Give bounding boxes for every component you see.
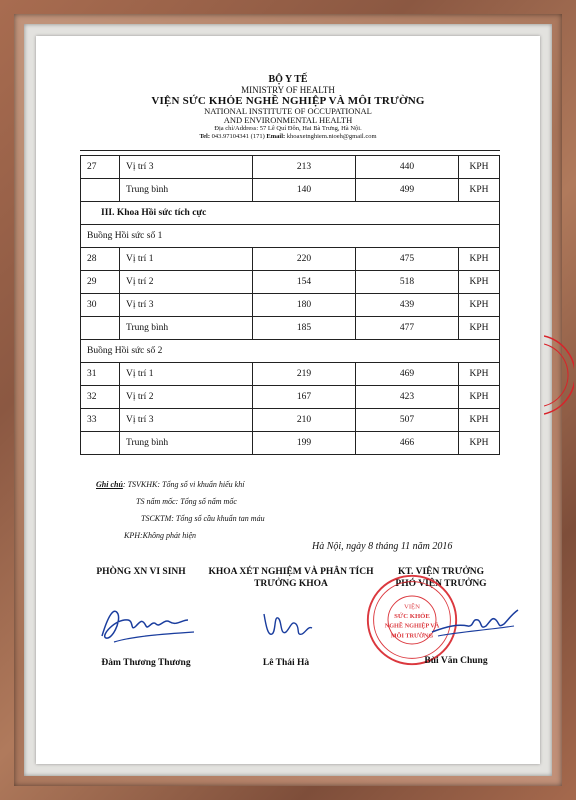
value-1-cell: 185 bbox=[253, 317, 356, 340]
signer-name-1: Đàm Thương Thương bbox=[101, 658, 191, 668]
subsection-row bbox=[81, 225, 500, 248]
subsection-row bbox=[81, 340, 500, 363]
table-row bbox=[81, 317, 500, 340]
sig1-title: PHÒNG XN VI SINH bbox=[96, 567, 186, 577]
value-2-cell: 477 bbox=[356, 317, 459, 340]
edge-seal-partial bbox=[544, 334, 574, 416]
result-cell: KPH bbox=[459, 179, 500, 202]
signer-name-3: Bùi Văn Chung bbox=[424, 656, 488, 666]
contact-line bbox=[36, 133, 540, 141]
row-number: 32 bbox=[81, 386, 120, 409]
ministry-vi: BỘ Y TẾ bbox=[268, 74, 308, 85]
signature-ha bbox=[258, 606, 318, 646]
issue-date: Hà Nội, ngày 8 tháng 11 năm 2016 bbox=[312, 541, 453, 552]
ministry-en: MINISTRY OF HEALTH bbox=[241, 85, 335, 95]
value-2-cell: 469 bbox=[356, 363, 459, 386]
value-2-cell: 423 bbox=[356, 386, 459, 409]
value-1-cell: 140 bbox=[253, 179, 356, 202]
result-cell: KPH bbox=[459, 386, 500, 409]
result-cell: KPH bbox=[459, 248, 500, 271]
row-number: 28 bbox=[81, 248, 120, 271]
signature-thuong bbox=[94, 596, 204, 648]
note-3: TSCKTM: Tổng số cầu khuẩn tan máu bbox=[141, 514, 265, 523]
table-row bbox=[81, 294, 500, 317]
sig2-title1: KHOA XÉT NGHIỆM VÀ PHÂN TÍCH bbox=[208, 567, 374, 577]
result-cell: KPH bbox=[459, 294, 500, 317]
seal-line-1: VIỆN bbox=[403, 603, 421, 611]
signature-block-dept bbox=[196, 566, 386, 590]
result-cell: KPH bbox=[459, 409, 500, 432]
notes-block bbox=[96, 476, 265, 544]
table-row bbox=[81, 156, 500, 179]
tel-value: 043.97104341 (171) bbox=[211, 133, 265, 140]
row-number: 31 bbox=[81, 363, 120, 386]
position-cell: Vị trí 3 bbox=[120, 294, 253, 317]
result-cell: KPH bbox=[459, 156, 500, 179]
row-number bbox=[81, 432, 120, 455]
subsection-title: Buồng Hồi sức số 2 bbox=[81, 340, 500, 363]
seal-line-4: MÔI TRƯỜNG bbox=[390, 632, 434, 640]
row-number: 30 bbox=[81, 294, 120, 317]
value-1-cell: 213 bbox=[253, 156, 356, 179]
results-table bbox=[80, 155, 500, 455]
value-1-cell: 199 bbox=[253, 432, 356, 455]
value-1-cell: 210 bbox=[253, 409, 356, 432]
position-cell: Vị trí 3 bbox=[120, 409, 253, 432]
position-cell: Trung bình bbox=[120, 317, 253, 340]
institute-en-1: NATIONAL INSTITUTE OF OCCUPATIONAL bbox=[204, 106, 372, 116]
row-number: 29 bbox=[81, 271, 120, 294]
value-1-cell: 154 bbox=[253, 271, 356, 294]
section-header-row bbox=[81, 202, 500, 225]
value-2-cell: 518 bbox=[356, 271, 459, 294]
row-number: 27 bbox=[81, 156, 120, 179]
value-2-cell: 439 bbox=[356, 294, 459, 317]
position-cell: Vị trí 2 bbox=[120, 271, 253, 294]
table-row bbox=[81, 179, 500, 202]
tel-label: Tel: bbox=[199, 133, 211, 140]
position-cell: Vị trí 3 bbox=[120, 156, 253, 179]
address: Địa chỉ/Address: 57 Lê Quí Đôn, Hai Bà Trưng, Hà Nội. bbox=[214, 125, 362, 132]
table-row bbox=[81, 386, 500, 409]
notes-label: Ghi chú bbox=[96, 480, 123, 489]
table-row bbox=[81, 363, 500, 386]
signature-chung bbox=[428, 596, 528, 646]
position-cell: Vị trí 1 bbox=[120, 363, 253, 386]
subsection-title: Buồng Hồi sức số 1 bbox=[81, 225, 500, 248]
note-1: : TSVKHK: Tổng số vi khuẩn hiếu khí bbox=[122, 480, 245, 489]
value-2-cell: 499 bbox=[356, 179, 459, 202]
table-row bbox=[81, 248, 500, 271]
value-2-cell: 475 bbox=[356, 248, 459, 271]
value-2-cell: 507 bbox=[356, 409, 459, 432]
table-row bbox=[81, 271, 500, 294]
note-4: KPH:Không phát hiện bbox=[124, 531, 196, 540]
signature-block-lab bbox=[76, 566, 206, 578]
header-rule bbox=[80, 150, 500, 151]
value-1-cell: 220 bbox=[253, 248, 356, 271]
seal-line-3: NGHỀ NGHIỆP VÀ bbox=[384, 622, 440, 630]
row-number bbox=[81, 317, 120, 340]
table-row bbox=[81, 432, 500, 455]
email-value: khoaxetnghiem.nioeh@gmail.com bbox=[286, 133, 377, 140]
value-2-cell: 466 bbox=[356, 432, 459, 455]
row-number: 33 bbox=[81, 409, 120, 432]
result-cell: KPH bbox=[459, 271, 500, 294]
note-2: TS nấm mốc: Tổng số nấm mốc bbox=[136, 497, 237, 506]
document-page bbox=[36, 36, 540, 764]
seal-line-2: SỨC KHỎE bbox=[394, 613, 430, 621]
sig2-title2: TRƯỞNG KHOA bbox=[254, 579, 328, 589]
value-1-cell: 167 bbox=[253, 386, 356, 409]
value-1-cell: 219 bbox=[253, 363, 356, 386]
row-number bbox=[81, 179, 120, 202]
position-cell: Vị trí 1 bbox=[120, 248, 253, 271]
value-1-cell: 180 bbox=[253, 294, 356, 317]
email-label: Email: bbox=[266, 133, 286, 140]
institute-vi: VIỆN SỨC KHỎE NGHỀ NGHIỆP VÀ MÔI TRƯỜNG bbox=[151, 95, 425, 107]
result-cell: KPH bbox=[459, 317, 500, 340]
position-cell: Vị trí 2 bbox=[120, 386, 253, 409]
value-2-cell: 440 bbox=[356, 156, 459, 179]
result-cell: KPH bbox=[459, 363, 500, 386]
table-row bbox=[81, 409, 500, 432]
signer-name-2: Lê Thái Hà bbox=[262, 658, 310, 668]
letterhead bbox=[36, 74, 540, 141]
sig3-title1: KT. VIỆN TRƯỞNG bbox=[398, 567, 484, 577]
sig3-title2: PHÓ VIỆN TRƯỞNG bbox=[395, 579, 487, 589]
section-title: III. Khoa Hồi sức tích cực bbox=[81, 202, 500, 225]
institute-en-2: AND ENVIRONMENTAL HEALTH bbox=[223, 115, 353, 125]
position-cell: Trung bình bbox=[120, 432, 253, 455]
position-cell: Trung bình bbox=[120, 179, 253, 202]
result-cell: KPH bbox=[459, 432, 500, 455]
